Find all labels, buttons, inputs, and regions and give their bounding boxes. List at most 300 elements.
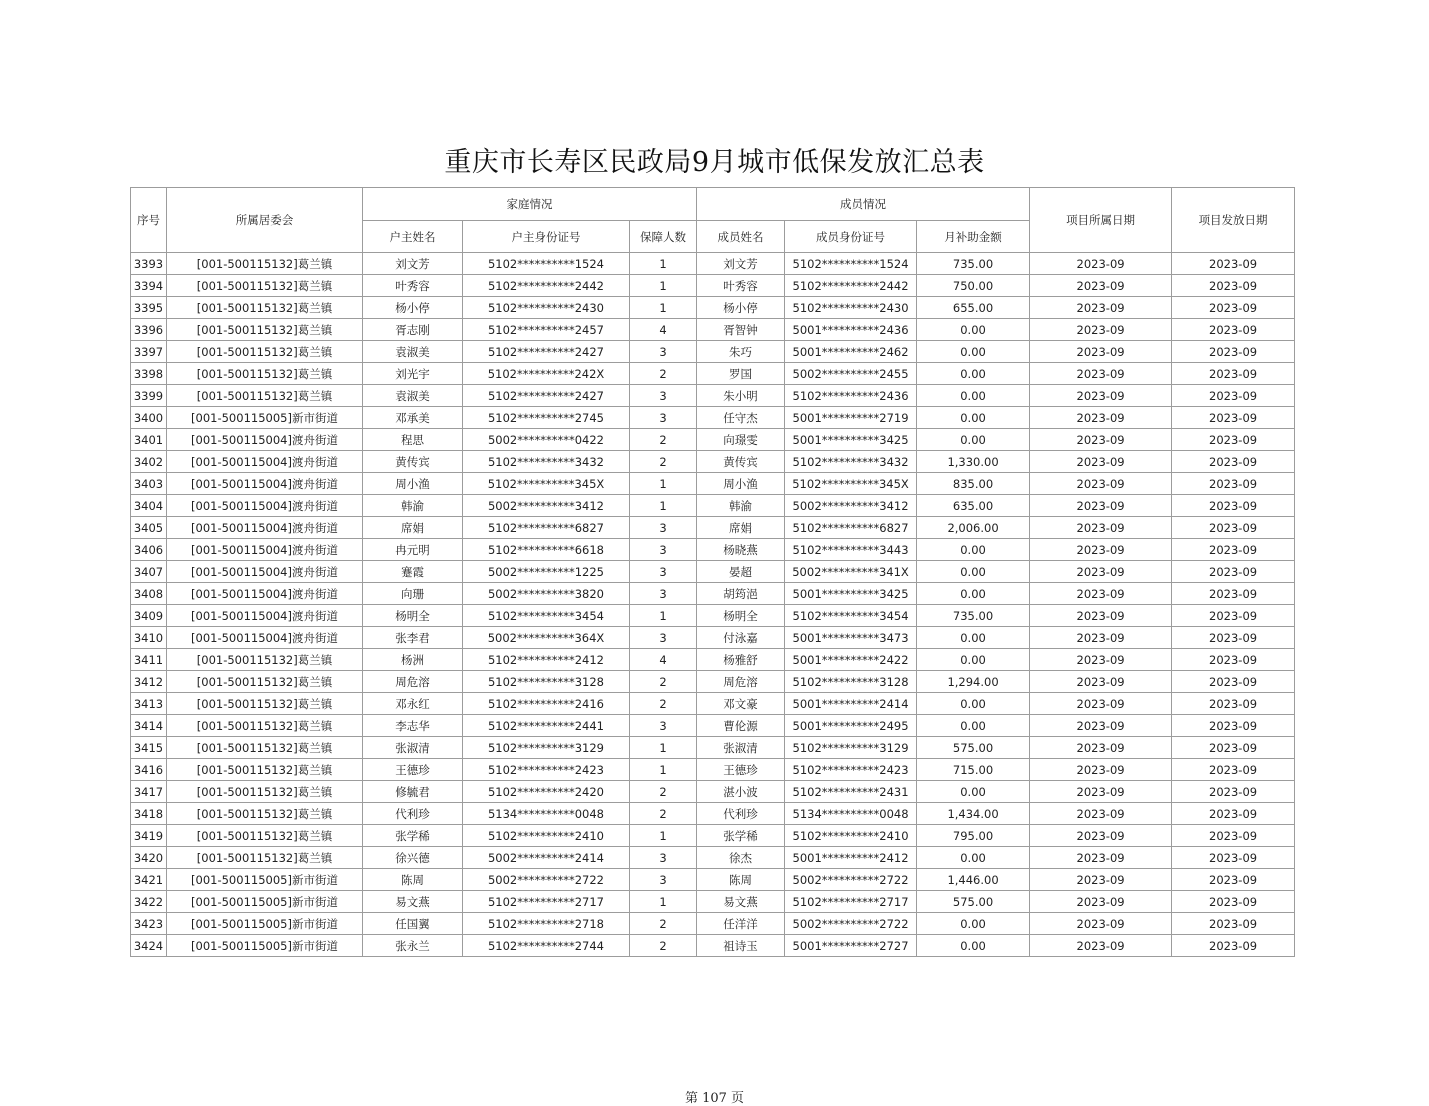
- cell-project-date: 2023-09: [1030, 583, 1172, 605]
- cell-issue-date: 2023-09: [1172, 935, 1295, 957]
- cell-member-name: 朱巧: [697, 341, 785, 363]
- cell-count: 3: [630, 539, 697, 561]
- header-family-group: 家庭情况: [363, 188, 697, 221]
- cell-issue-date: 2023-09: [1172, 495, 1295, 517]
- table-body: [131, 253, 1295, 957]
- cell-household-id: 5102**********2744: [463, 935, 630, 957]
- cell-committee: [001-500115132]葛兰镇: [167, 363, 363, 385]
- cell-member-id: 5001**********2495: [785, 715, 917, 737]
- cell-committee: [001-500115005]新市街道: [167, 913, 363, 935]
- cell-committee: [001-500115005]新市街道: [167, 935, 363, 957]
- cell-household-id: 5002**********2722: [463, 869, 630, 891]
- table-row: [131, 825, 1295, 847]
- cell-seq: 3417: [131, 781, 167, 803]
- header-member-group: 成员情况: [697, 188, 1030, 221]
- cell-seq: 3404: [131, 495, 167, 517]
- cell-amount: 0.00: [917, 429, 1030, 451]
- table-row: [131, 913, 1295, 935]
- cell-member-name: 湛小波: [697, 781, 785, 803]
- cell-household-id: 5102**********2430: [463, 297, 630, 319]
- cell-issue-date: 2023-09: [1172, 847, 1295, 869]
- cell-seq: 3406: [131, 539, 167, 561]
- cell-seq: 3407: [131, 561, 167, 583]
- cell-household-name: 袁淑美: [363, 341, 463, 363]
- cell-count: 1: [630, 275, 697, 297]
- cell-project-date: 2023-09: [1030, 737, 1172, 759]
- cell-member-id: 5001**********2719: [785, 407, 917, 429]
- cell-seq: 3408: [131, 583, 167, 605]
- cell-committee: [001-500115004]渡舟街道: [167, 473, 363, 495]
- cell-count: 2: [630, 781, 697, 803]
- cell-household-id: 5102**********2441: [463, 715, 630, 737]
- cell-issue-date: 2023-09: [1172, 539, 1295, 561]
- cell-committee: [001-500115132]葛兰镇: [167, 297, 363, 319]
- cell-seq: 3395: [131, 297, 167, 319]
- cell-member-id: 5001**********3473: [785, 627, 917, 649]
- cell-seq: 3401: [131, 429, 167, 451]
- cell-member-name: 朱小明: [697, 385, 785, 407]
- cell-member-name: 胥智钟: [697, 319, 785, 341]
- cell-count: 1: [630, 825, 697, 847]
- cell-household-id: 5102**********2717: [463, 891, 630, 913]
- cell-amount: 835.00: [917, 473, 1030, 495]
- table-row: [131, 429, 1295, 451]
- cell-seq: 3416: [131, 759, 167, 781]
- cell-amount: 0.00: [917, 561, 1030, 583]
- cell-seq: 3400: [131, 407, 167, 429]
- cell-amount: 1,294.00: [917, 671, 1030, 693]
- cell-household-name: 修毓君: [363, 781, 463, 803]
- cell-member-id: 5002**********2722: [785, 869, 917, 891]
- cell-seq: 3397: [131, 341, 167, 363]
- cell-issue-date: 2023-09: [1172, 737, 1295, 759]
- cell-household-name: 刘光宇: [363, 363, 463, 385]
- cell-amount: 1,434.00: [917, 803, 1030, 825]
- cell-seq: 3423: [131, 913, 167, 935]
- cell-amount: 0.00: [917, 715, 1030, 737]
- cell-issue-date: 2023-09: [1172, 275, 1295, 297]
- cell-member-name: 叶秀容: [697, 275, 785, 297]
- table-row: [131, 935, 1295, 957]
- table-row: [131, 627, 1295, 649]
- table-row: [131, 803, 1295, 825]
- cell-amount: 0.00: [917, 539, 1030, 561]
- cell-amount: 655.00: [917, 297, 1030, 319]
- table-row: [131, 759, 1295, 781]
- cell-project-date: 2023-09: [1030, 495, 1172, 517]
- cell-count: 2: [630, 451, 697, 473]
- cell-committee: [001-500115132]葛兰镇: [167, 253, 363, 275]
- cell-seq: 3405: [131, 517, 167, 539]
- cell-member-id: 5002**********3412: [785, 495, 917, 517]
- cell-member-id: 5001**********3425: [785, 583, 917, 605]
- cell-member-id: 5102**********2442: [785, 275, 917, 297]
- table-row: [131, 451, 1295, 473]
- cell-household-id: 5102**********242X: [463, 363, 630, 385]
- cell-project-date: 2023-09: [1030, 275, 1172, 297]
- cell-member-name: 曹伦源: [697, 715, 785, 737]
- cell-household-id: 5102**********1524: [463, 253, 630, 275]
- cell-member-name: 祖诗玉: [697, 935, 785, 957]
- cell-amount: 750.00: [917, 275, 1030, 297]
- page-number: 第 107 页: [684, 1091, 745, 1106]
- cell-seq: 3410: [131, 627, 167, 649]
- cell-household-name: 周小渔: [363, 473, 463, 495]
- cell-seq: 3419: [131, 825, 167, 847]
- cell-count: 2: [630, 935, 697, 957]
- cell-household-name: 代利珍: [363, 803, 463, 825]
- cell-issue-date: 2023-09: [1172, 891, 1295, 913]
- cell-project-date: 2023-09: [1030, 341, 1172, 363]
- cell-member-name: 张淑清: [697, 737, 785, 759]
- cell-household-name: 周危溶: [363, 671, 463, 693]
- cell-count: 3: [630, 517, 697, 539]
- cell-project-date: 2023-09: [1030, 671, 1172, 693]
- cell-household-id: 5102**********6827: [463, 517, 630, 539]
- table-row: [131, 473, 1295, 495]
- cell-seq: 3409: [131, 605, 167, 627]
- cell-member-id: 5002**********341X: [785, 561, 917, 583]
- cell-household-id: 5002**********3820: [463, 583, 630, 605]
- cell-issue-date: 2023-09: [1172, 363, 1295, 385]
- cell-household-id: 5102**********2457: [463, 319, 630, 341]
- cell-member-name: 代利珍: [697, 803, 785, 825]
- cell-amount: 575.00: [917, 737, 1030, 759]
- cell-member-name: 刘文芳: [697, 253, 785, 275]
- cell-issue-date: 2023-09: [1172, 715, 1295, 737]
- cell-issue-date: 2023-09: [1172, 451, 1295, 473]
- cell-committee: [001-500115004]渡舟街道: [167, 429, 363, 451]
- cell-amount: 0.00: [917, 847, 1030, 869]
- cell-household-id: 5102**********2416: [463, 693, 630, 715]
- cell-seq: 3402: [131, 451, 167, 473]
- cell-count: 4: [630, 319, 697, 341]
- cell-member-id: 5001**********2462: [785, 341, 917, 363]
- cell-household-id: 5102**********2420: [463, 781, 630, 803]
- header-project-date: 项目所属日期: [1030, 188, 1172, 253]
- cell-committee: [001-500115004]渡舟街道: [167, 539, 363, 561]
- cell-issue-date: 2023-09: [1172, 385, 1295, 407]
- cell-household-id: 5102**********2442: [463, 275, 630, 297]
- cell-household-name: 程思: [363, 429, 463, 451]
- cell-household-name: 张学稀: [363, 825, 463, 847]
- cell-household-name: 李志华: [363, 715, 463, 737]
- cell-issue-date: 2023-09: [1172, 407, 1295, 429]
- table-row: [131, 363, 1295, 385]
- header-household-id: 户主身份证号: [463, 221, 630, 253]
- cell-amount: 795.00: [917, 825, 1030, 847]
- cell-member-id: 5001**********2436: [785, 319, 917, 341]
- cell-issue-date: 2023-09: [1172, 803, 1295, 825]
- cell-member-name: 席娟: [697, 517, 785, 539]
- cell-household-id: 5102**********2412: [463, 649, 630, 671]
- cell-seq: 3413: [131, 693, 167, 715]
- cell-member-id: 5001**********3425: [785, 429, 917, 451]
- cell-project-date: 2023-09: [1030, 847, 1172, 869]
- cell-household-name: 邓承美: [363, 407, 463, 429]
- cell-household-id: 5002**********2414: [463, 847, 630, 869]
- table-row: [131, 737, 1295, 759]
- table-row: [131, 891, 1295, 913]
- cell-member-id: 5102**********2430: [785, 297, 917, 319]
- header-amount: 月补助金额: [917, 221, 1030, 253]
- table-row: [131, 297, 1295, 319]
- cell-member-name: 周小渔: [697, 473, 785, 495]
- cell-project-date: 2023-09: [1030, 649, 1172, 671]
- table-row: [131, 275, 1295, 297]
- cell-issue-date: 2023-09: [1172, 297, 1295, 319]
- cell-amount: 0.00: [917, 341, 1030, 363]
- cell-member-name: 黄传宾: [697, 451, 785, 473]
- cell-project-date: 2023-09: [1030, 363, 1172, 385]
- cell-household-name: 杨明全: [363, 605, 463, 627]
- cell-amount: 635.00: [917, 495, 1030, 517]
- cell-committee: [001-500115132]葛兰镇: [167, 825, 363, 847]
- cell-project-date: 2023-09: [1030, 297, 1172, 319]
- cell-seq: 3421: [131, 869, 167, 891]
- header-committee: 所属居委会: [167, 188, 363, 253]
- cell-issue-date: 2023-09: [1172, 517, 1295, 539]
- cell-household-id: 5002**********1225: [463, 561, 630, 583]
- cell-member-name: 杨明全: [697, 605, 785, 627]
- cell-committee: [001-500115132]葛兰镇: [167, 737, 363, 759]
- cell-seq: 3420: [131, 847, 167, 869]
- cell-amount: 715.00: [917, 759, 1030, 781]
- cell-amount: 575.00: [917, 891, 1030, 913]
- table-row: [131, 847, 1295, 869]
- cell-amount: 0.00: [917, 385, 1030, 407]
- cell-count: 4: [630, 649, 697, 671]
- cell-household-id: 5002**********0422: [463, 429, 630, 451]
- cell-member-name: 王德珍: [697, 759, 785, 781]
- cell-member-name: 杨晓燕: [697, 539, 785, 561]
- table-row: [131, 781, 1295, 803]
- cell-household-id: 5002**********364X: [463, 627, 630, 649]
- table-row: [131, 561, 1295, 583]
- cell-member-name: 晏超: [697, 561, 785, 583]
- cell-seq: 3415: [131, 737, 167, 759]
- cell-member-id: 5102**********6827: [785, 517, 917, 539]
- cell-project-date: 2023-09: [1030, 539, 1172, 561]
- cell-issue-date: 2023-09: [1172, 693, 1295, 715]
- cell-issue-date: 2023-09: [1172, 781, 1295, 803]
- cell-member-id: 5102**********2410: [785, 825, 917, 847]
- cell-household-name: 刘文芳: [363, 253, 463, 275]
- table-row: [131, 715, 1295, 737]
- cell-household-id: 5102**********3128: [463, 671, 630, 693]
- cell-member-name: 向璟雯: [697, 429, 785, 451]
- cell-seq: 3411: [131, 649, 167, 671]
- cell-household-name: 蹇霞: [363, 561, 463, 583]
- cell-count: 1: [630, 605, 697, 627]
- cell-household-name: 冉元明: [363, 539, 463, 561]
- cell-amount: 0.00: [917, 627, 1030, 649]
- cell-count: 3: [630, 627, 697, 649]
- cell-count: 3: [630, 561, 697, 583]
- cell-household-id: 5102**********2423: [463, 759, 630, 781]
- cell-household-name: 任国翼: [363, 913, 463, 935]
- cell-project-date: 2023-09: [1030, 935, 1172, 957]
- cell-household-name: 杨小停: [363, 297, 463, 319]
- cell-committee: [001-500115132]葛兰镇: [167, 781, 363, 803]
- cell-project-date: 2023-09: [1030, 869, 1172, 891]
- cell-member-name: 韩渝: [697, 495, 785, 517]
- cell-member-name: 陈周: [697, 869, 785, 891]
- cell-project-date: 2023-09: [1030, 825, 1172, 847]
- cell-member-id: 5102**********3454: [785, 605, 917, 627]
- header-seq: 序号: [131, 188, 167, 253]
- cell-member-name: 付泳嘉: [697, 627, 785, 649]
- cell-committee: [001-500115132]葛兰镇: [167, 319, 363, 341]
- cell-amount: 0.00: [917, 913, 1030, 935]
- cell-count: 2: [630, 913, 697, 935]
- cell-amount: 0.00: [917, 781, 1030, 803]
- page-title: 重庆市长寿区民政局9月城市低保发放汇总表: [444, 147, 985, 178]
- cell-count: 1: [630, 297, 697, 319]
- cell-seq: 3418: [131, 803, 167, 825]
- cell-project-date: 2023-09: [1030, 759, 1172, 781]
- cell-amount: 1,446.00: [917, 869, 1030, 891]
- cell-member-id: 5001**********2727: [785, 935, 917, 957]
- cell-count: 1: [630, 737, 697, 759]
- table-row: [131, 407, 1295, 429]
- cell-amount: 0.00: [917, 407, 1030, 429]
- cell-amount: 0.00: [917, 935, 1030, 957]
- cell-project-date: 2023-09: [1030, 803, 1172, 825]
- cell-seq: 3412: [131, 671, 167, 693]
- cell-project-date: 2023-09: [1030, 913, 1172, 935]
- cell-project-date: 2023-09: [1030, 407, 1172, 429]
- cell-count: 3: [630, 341, 697, 363]
- cell-household-id: 5102**********2745: [463, 407, 630, 429]
- cell-committee: [001-500115132]葛兰镇: [167, 341, 363, 363]
- cell-issue-date: 2023-09: [1172, 429, 1295, 451]
- cell-committee: [001-500115132]葛兰镇: [167, 693, 363, 715]
- cell-household-id: 5102**********6618: [463, 539, 630, 561]
- table-row: [131, 495, 1295, 517]
- cell-committee: [001-500115004]渡舟街道: [167, 495, 363, 517]
- cell-member-name: 杨小停: [697, 297, 785, 319]
- cell-seq: 3424: [131, 935, 167, 957]
- cell-committee: [001-500115004]渡舟街道: [167, 627, 363, 649]
- table-row: [131, 341, 1295, 363]
- cell-committee: [001-500115132]葛兰镇: [167, 803, 363, 825]
- cell-count: 3: [630, 715, 697, 737]
- cell-issue-date: 2023-09: [1172, 825, 1295, 847]
- cell-issue-date: 2023-09: [1172, 583, 1295, 605]
- cell-member-id: 5102**********2436: [785, 385, 917, 407]
- cell-seq: 3396: [131, 319, 167, 341]
- cell-project-date: 2023-09: [1030, 385, 1172, 407]
- cell-household-name: 张淑清: [363, 737, 463, 759]
- cell-member-name: 邓文豪: [697, 693, 785, 715]
- cell-amount: 1,330.00: [917, 451, 1030, 473]
- cell-issue-date: 2023-09: [1172, 319, 1295, 341]
- cell-committee: [001-500115132]葛兰镇: [167, 385, 363, 407]
- cell-seq: 3422: [131, 891, 167, 913]
- cell-issue-date: 2023-09: [1172, 341, 1295, 363]
- cell-member-name: 胡筠浥: [697, 583, 785, 605]
- header-member-id: 成员身份证号: [785, 221, 917, 253]
- cell-household-name: 黄传宾: [363, 451, 463, 473]
- cell-count: 3: [630, 869, 697, 891]
- cell-count: 1: [630, 759, 697, 781]
- cell-amount: 0.00: [917, 693, 1030, 715]
- cell-household-name: 张李君: [363, 627, 463, 649]
- cell-member-id: 5102**********2431: [785, 781, 917, 803]
- allowance-table: [130, 187, 1295, 957]
- cell-count: 1: [630, 473, 697, 495]
- cell-member-name: 易文燕: [697, 891, 785, 913]
- cell-household-name: 徐兴德: [363, 847, 463, 869]
- cell-household-id: 5102**********3432: [463, 451, 630, 473]
- table-row: [131, 671, 1295, 693]
- cell-count: 2: [630, 671, 697, 693]
- cell-count: 1: [630, 891, 697, 913]
- cell-member-id: 5102**********1524: [785, 253, 917, 275]
- cell-household-id: 5102**********3129: [463, 737, 630, 759]
- cell-project-date: 2023-09: [1030, 715, 1172, 737]
- cell-household-name: 易文燕: [363, 891, 463, 913]
- cell-member-id: 5001**********2412: [785, 847, 917, 869]
- cell-member-id: 5001**********2414: [785, 693, 917, 715]
- cell-count: 1: [630, 253, 697, 275]
- table-row: [131, 539, 1295, 561]
- cell-household-name: 王德珍: [363, 759, 463, 781]
- cell-household-name: 张永兰: [363, 935, 463, 957]
- cell-issue-date: 2023-09: [1172, 561, 1295, 583]
- cell-issue-date: 2023-09: [1172, 473, 1295, 495]
- table-row: [131, 253, 1295, 275]
- cell-project-date: 2023-09: [1030, 605, 1172, 627]
- cell-count: 2: [630, 363, 697, 385]
- cell-count: 2: [630, 429, 697, 451]
- cell-member-id: 5002**********2722: [785, 913, 917, 935]
- cell-committee: [001-500115132]葛兰镇: [167, 759, 363, 781]
- cell-amount: 0.00: [917, 649, 1030, 671]
- cell-project-date: 2023-09: [1030, 781, 1172, 803]
- cell-household-id: 5102**********345X: [463, 473, 630, 495]
- cell-member-id: 5102**********2423: [785, 759, 917, 781]
- cell-committee: [001-500115132]葛兰镇: [167, 671, 363, 693]
- cell-project-date: 2023-09: [1030, 429, 1172, 451]
- cell-household-id: 5002**********3412: [463, 495, 630, 517]
- cell-household-name: 叶秀容: [363, 275, 463, 297]
- cell-committee: [001-500115132]葛兰镇: [167, 847, 363, 869]
- cell-project-date: 2023-09: [1030, 627, 1172, 649]
- cell-committee: [001-500115132]葛兰镇: [167, 649, 363, 671]
- header-household-name: 户主姓名: [363, 221, 463, 253]
- cell-member-name: 徐杰: [697, 847, 785, 869]
- cell-member-name: 张学稀: [697, 825, 785, 847]
- cell-committee: [001-500115004]渡舟街道: [167, 605, 363, 627]
- cell-member-name: 任洋洋: [697, 913, 785, 935]
- cell-amount: 735.00: [917, 253, 1030, 275]
- cell-household-id: 5102**********2427: [463, 341, 630, 363]
- cell-issue-date: 2023-09: [1172, 605, 1295, 627]
- cell-seq: 3414: [131, 715, 167, 737]
- cell-amount: 2,006.00: [917, 517, 1030, 539]
- cell-seq: 3398: [131, 363, 167, 385]
- cell-seq: 3403: [131, 473, 167, 495]
- cell-household-name: 胥志刚: [363, 319, 463, 341]
- cell-household-id: 5102**********3454: [463, 605, 630, 627]
- cell-issue-date: 2023-09: [1172, 253, 1295, 275]
- cell-project-date: 2023-09: [1030, 451, 1172, 473]
- cell-member-name: 罗国: [697, 363, 785, 385]
- cell-count: 3: [630, 385, 697, 407]
- cell-count: 3: [630, 583, 697, 605]
